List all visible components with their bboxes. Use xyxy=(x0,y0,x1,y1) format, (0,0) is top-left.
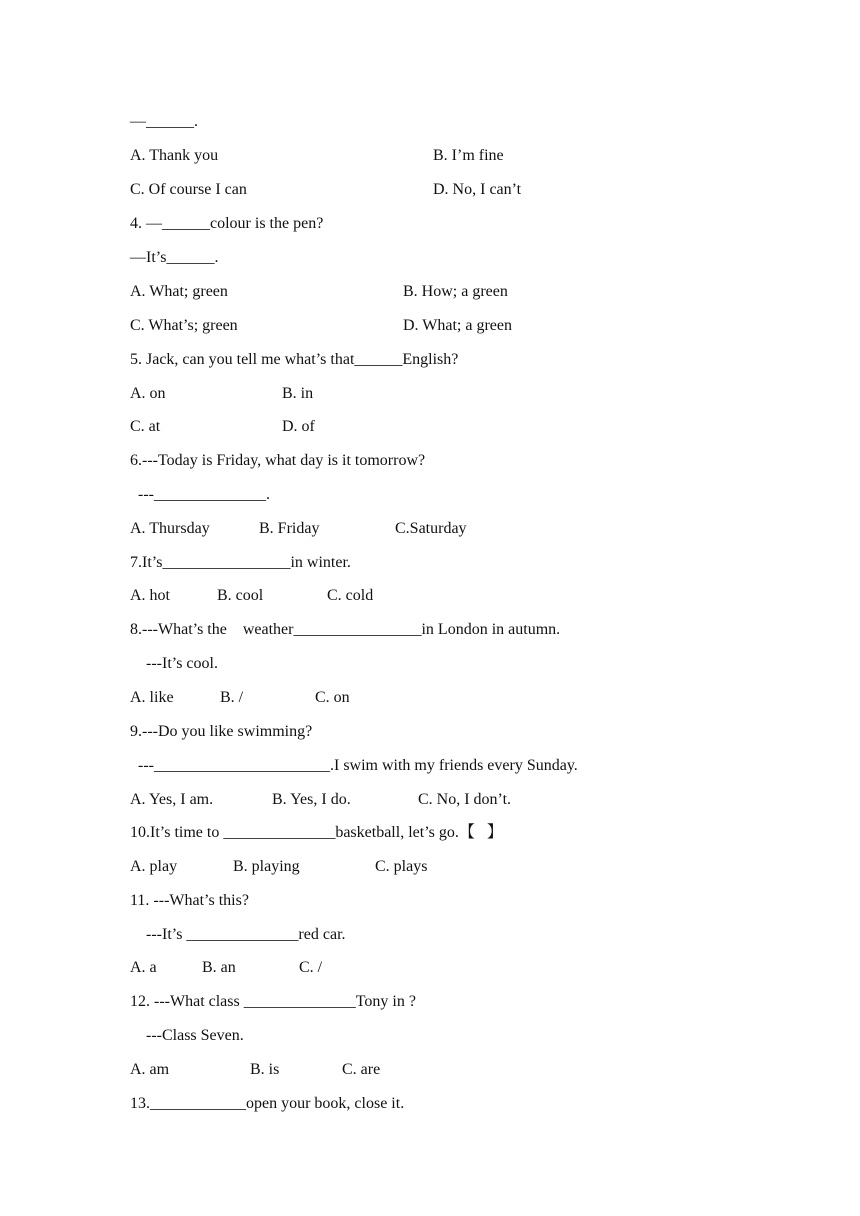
q3-option-d: D. No, I can’t xyxy=(433,181,522,198)
q8-stem: 8.---What’s the weather________________in London in autumn. xyxy=(130,621,561,638)
q9-option-c: C. No, I don’t. xyxy=(418,791,512,808)
q12-option-c: C. are xyxy=(342,1061,381,1078)
q5-stem: 5. Jack, can you tell me what’s that______English? xyxy=(130,351,459,368)
q6-option-a: A. Thursday xyxy=(130,520,210,537)
q4-option-a: A. What; green xyxy=(130,283,228,300)
q5-option-b: B. in xyxy=(282,385,314,402)
q12-answer-line: ---Class Seven. xyxy=(130,1027,244,1044)
q12-option-a: A. am xyxy=(130,1061,170,1078)
q10-option-a: A. play xyxy=(130,858,178,875)
q3-option-a: A. Thank you xyxy=(130,147,219,164)
q10-option-c: C. plays xyxy=(375,858,428,875)
q11-option-a: A. a xyxy=(130,959,157,976)
q4-option-c: C. What’s; green xyxy=(130,317,238,334)
q5-option-c: C. at xyxy=(130,418,161,435)
q8-option-a: A. like xyxy=(130,689,174,706)
q10-stem: 10.It’s time to ______________basketball, let’s go.【 】 xyxy=(130,824,503,841)
q9-option-b: B. Yes, I do. xyxy=(272,791,351,808)
q6-answer-line: ---______________. xyxy=(130,486,270,503)
q9-stem: 9.---Do you like swimming? xyxy=(130,723,313,740)
q8-answer-line: ---It’s cool. xyxy=(130,655,218,672)
q11-answer-line: ---It’s ______________red car. xyxy=(130,926,346,943)
q5-option-d: D. of xyxy=(282,418,315,435)
q13-stem: 13.____________open your book, close it. xyxy=(130,1095,405,1112)
q7-stem: 7.It’s________________in winter. xyxy=(130,554,351,571)
q11-stem: 11. ---What’s this? xyxy=(130,892,249,909)
q6-option-b: B. Friday xyxy=(259,520,320,537)
q4-answer-line: —It’s______. xyxy=(130,249,219,266)
q5-option-a: A. on xyxy=(130,385,166,402)
q4-stem: 4. —______colour is the pen? xyxy=(130,215,324,232)
q3-option-b: B. I’m fine xyxy=(433,147,504,164)
q9-answer-line: ---______________________.I swim with my friends every Sunday. xyxy=(130,757,578,774)
q8-option-b: B. / xyxy=(220,689,244,706)
q6-stem: 6.---Today is Friday, what day is it tomorrow? xyxy=(130,452,426,469)
q4-option-b: B. How; a green xyxy=(403,283,508,300)
q7-option-b: B. cool xyxy=(217,587,264,604)
q6-option-c: C.Saturday xyxy=(395,520,467,537)
q9-option-a: A. Yes, I am. xyxy=(130,791,214,808)
q3-answer-line: —______. xyxy=(130,113,198,130)
q11-option-c: C. / xyxy=(299,959,323,976)
q7-option-c: C. cold xyxy=(327,587,374,604)
q8-option-c: C. on xyxy=(315,689,350,706)
q7-option-a: A. hot xyxy=(130,587,170,604)
q12-option-b: B. is xyxy=(250,1061,280,1078)
q10-option-b: B. playing xyxy=(233,858,300,875)
q4-option-d: D. What; a green xyxy=(403,317,512,334)
q3-option-c: C. Of course I can xyxy=(130,181,247,198)
q12-stem: 12. ---What class ______________Tony in ? xyxy=(130,993,416,1010)
q11-option-b: B. an xyxy=(202,959,236,976)
